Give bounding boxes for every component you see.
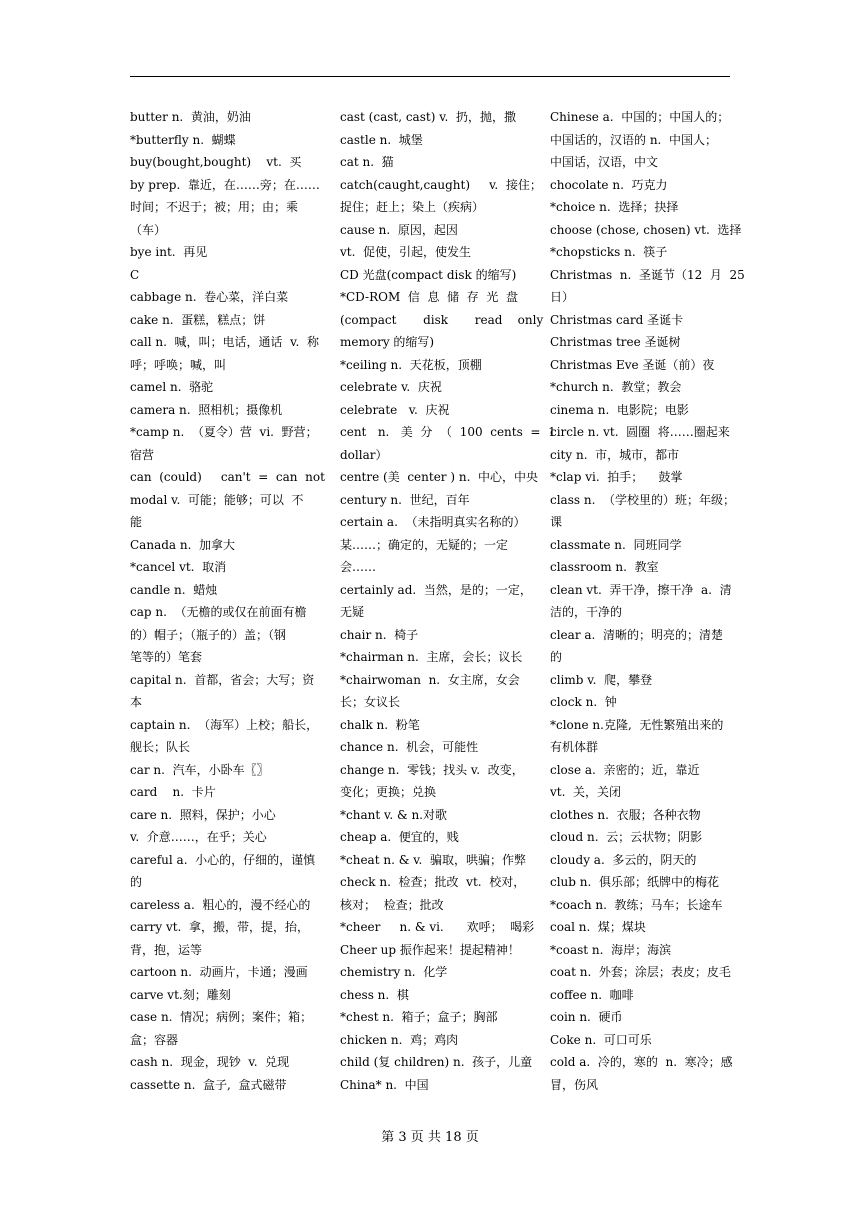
vocab-line: cause n. 原因，起因 — [340, 222, 458, 237]
vocab-line: coffee n. 咖啡 — [550, 987, 634, 1002]
vocab-line: cent n. 美 分 （ 100 cents = 1 — [340, 425, 556, 439]
vocab-line: captain n. （海军）上校；船长， — [130, 717, 319, 732]
vocab-line: chance n. 机会，可能性 — [340, 740, 479, 754]
column-left — [130, 106, 325, 1096]
vocab-line: check n. 检查；批改 vt. 校对， — [340, 875, 526, 889]
vocab-line: Christmas card 圣诞卡 — [550, 312, 684, 327]
vocab-line: *cancel vt. 取消 — [130, 560, 227, 574]
vocab-line: 核对； 检查；批改 — [340, 897, 444, 912]
vocab-line: cloudy a. 多云的，阴天的 — [550, 852, 697, 867]
vocab-line: v. 介意……，在乎；关心 — [130, 830, 267, 844]
vocab-line: classmate n. 同班同学 — [550, 537, 682, 552]
vocab-line: celebrate v. 庆祝 — [340, 380, 442, 394]
vocab-line: *clap vi. 拍手； 鼓掌 — [550, 470, 683, 484]
vocab-line: *chopsticks n. 筷子 — [550, 245, 668, 259]
vocab-line: child (复 children) n. 孩子，儿童 — [340, 1055, 533, 1069]
vocab-line: cheap a. 便宜的，贱 — [340, 830, 459, 844]
vocab-line: *ceiling n. 天花板，顶棚 — [340, 357, 482, 372]
vocab-line: century n. 世纪，百年 — [340, 492, 470, 507]
vocab-line: 无疑 — [340, 605, 365, 619]
vocab-line: camel n. 骆驼 — [130, 380, 214, 394]
vocab-line: change n. 零钱；找头 v. 改变， — [340, 762, 524, 777]
header-rule — [130, 76, 730, 77]
vocab-line: Christmas n. 圣诞节（12 月 25 — [550, 267, 745, 282]
vocab-line: 课 — [550, 515, 563, 529]
vocab-line: CD 光盘(compact disk 的缩写) — [340, 267, 517, 282]
vocab-line: C — [130, 267, 140, 282]
vocab-line: cloud n. 云；云状物；阴影 — [550, 830, 703, 844]
vocab-line: cartoon n. 动画片，卡通；漫画 — [130, 965, 308, 979]
vocab-line: 盒；容器 — [130, 1032, 179, 1047]
vocab-line: celebrate v. 庆祝 — [340, 402, 450, 417]
vocab-line: capital n. 首都，省会；大写；资 — [130, 672, 315, 687]
vocab-line: 的）帽子；（瓶子的）盖；（钢 — [130, 627, 287, 642]
vocab-line: 背，抱，运等 — [130, 942, 203, 957]
vocab-line: *chairman n. 主席，会长；议长 — [340, 650, 523, 664]
vocab-line: *chest n. 箱子；盒子；胸部 — [340, 1010, 498, 1024]
vocab-line: 变化；更换；兑换 — [340, 785, 437, 799]
vocab-line: *coast n. 海岸；海滨 — [550, 942, 672, 957]
vocab-line: cake n. 蛋糕，糕点；饼 — [130, 312, 266, 327]
vocab-line: *church n. 教堂；教会 — [550, 380, 682, 394]
column-middle — [340, 106, 556, 1096]
vocab-line: clock n. 钟 — [550, 695, 617, 709]
vocab-line: Christmas Eve 圣诞（前）夜 — [550, 357, 715, 372]
vocab-line: circle n. vt. 圆圈 将……圈起来 — [550, 425, 730, 439]
vocab-line: call n. 喊，叫；电话，通话 v. 称 — [130, 335, 319, 349]
vocab-line: 日） — [550, 290, 575, 304]
vocab-line: cassette n. 盒子, 盒式磁带 — [130, 1077, 287, 1092]
vocab-line: 时间；不迟于；被；用；由；乘 — [130, 200, 299, 214]
vocab-line: can (could) can't = can not — [130, 470, 325, 484]
vocab-line: cap n. （无檐的或仅在前面有檐 — [130, 605, 307, 619]
vocab-line: 洁的，干净的 — [550, 605, 623, 619]
vocab-line: careful a. 小心的，仔细的，谨慎 — [130, 852, 316, 867]
vocab-line: class n. （学校里的）班；年级； — [550, 492, 736, 507]
vocab-line: cash n. 现金，现钞 v. 兑现 — [130, 1055, 290, 1069]
vocab-line: chalk n. 粉笔 — [340, 717, 420, 732]
vocab-line: chicken n. 鸡；鸡肉 — [340, 1032, 459, 1047]
vocab-line: memory 的缩写) — [340, 335, 435, 349]
vocab-line: *butterfly n. 蝴蝶 — [130, 132, 236, 147]
vocab-line: clothes n. 衣服；各种衣物 — [550, 807, 701, 822]
vocab-line: Canada n. 加拿大 — [130, 537, 236, 552]
vocab-line: cold a. 冷的，寒的 n. 寒冷；感 — [550, 1055, 733, 1069]
vocab-line: *clone n.克隆, 无性繁殖出来的 — [550, 717, 724, 732]
vocab-line: candle n. 蜡烛 — [130, 582, 218, 597]
vocab-line: *choice n. 选择；抉择 — [550, 200, 679, 214]
vocab-line: Coke n. 可口可乐 — [550, 1032, 652, 1047]
vocab-line: *camp n. （夏令）营 vi. 野营； — [130, 425, 318, 439]
vocab-line: Cheer up 振作起来！提起精神！ — [340, 942, 520, 957]
vocab-line: 的 — [130, 875, 143, 889]
vocab-line: catch(caught,caught) v. 接住； — [340, 177, 542, 192]
vocab-line: 的 — [550, 650, 563, 664]
vocab-line: chair n. 椅子 — [340, 627, 419, 642]
vocab-line: cat n. 猫 — [340, 155, 394, 169]
vocab-line: *chant v. & n.对歌 — [340, 807, 447, 822]
vocab-line: vt. 关，关闭 — [550, 785, 622, 799]
vocab-line: (compact disk read only — [340, 312, 544, 327]
vocab-line: clean vt. 弄干净，擦干净 a. 清 — [550, 582, 732, 597]
vocab-line: *chairwoman n. 女主席，女会 — [340, 672, 520, 687]
vocab-line: *CD-ROM 信 息 储 存 光 盘 — [340, 290, 519, 304]
vocab-line: certain a. （未指明真实名称的） — [340, 515, 526, 529]
vocab-line: cabbage n. 卷心菜，洋白菜 — [130, 290, 289, 304]
vocab-line: card n. 卡片 — [130, 785, 216, 799]
vocab-line: certainly ad. 当然，是的；一定， — [340, 582, 532, 597]
vocab-line: *cheer n. & vi. 欢呼； 喝彩 — [340, 920, 535, 934]
vocab-line: coal n. 煤；煤块 — [550, 920, 646, 934]
vocab-line: 能 — [130, 515, 143, 529]
vocab-line: *cheat n. & v. 骗取，哄骗；作弊 — [340, 852, 526, 867]
vocab-line: camera n. 照相机；摄像机 — [130, 402, 283, 417]
vocab-line: 长；女议长 — [340, 695, 401, 709]
vocab-line: 有机体群 — [550, 740, 599, 754]
vocab-line: clear a. 清晰的；明亮的；清楚 — [550, 627, 723, 642]
vocab-line: 本 — [130, 695, 143, 709]
vocab-line: club n. 俱乐部；纸牌中的梅花 — [550, 875, 719, 889]
vocab-line: *coach n. 教练；马车；长途车 — [550, 897, 723, 912]
vocab-line: coin n. 硬币 — [550, 1010, 623, 1024]
vocab-line: 呼；呼唤；喊，叫 — [130, 357, 227, 372]
vocab-line: buy(bought,bought) vt. 买 — [130, 155, 302, 169]
vocab-line: 会…… — [340, 560, 377, 574]
vocab-line: classroom n. 教室 — [550, 560, 659, 574]
vocab-line: cast (cast, cast) v. 扔，抛，撒 — [340, 110, 516, 124]
vocab-line: （车） — [130, 222, 167, 237]
vocab-line: 舰长；队长 — [130, 740, 191, 754]
vocab-line: close a. 亲密的；近，靠近 — [550, 762, 700, 777]
vocab-line: China* n. 中国 — [340, 1077, 429, 1092]
vocab-line: chemistry n. 化学 — [340, 965, 448, 979]
page-footer: 第 3 页 共 18 页 — [381, 1130, 479, 1145]
vocab-line: car n. 汽车，小卧车〖〗 — [130, 762, 269, 777]
vocab-line: 某……；确定的，无疑的；一定 — [340, 537, 509, 552]
vocab-line: 中国话的，汉语的 n. 中国人； — [550, 132, 717, 147]
vocab-line: chocolate n. 巧克力 — [550, 177, 668, 192]
vocab-line: cinema n. 电影院；电影 — [550, 402, 689, 417]
vocab-line: modal v. 可能；能够；可以 不 — [130, 492, 304, 507]
vocab-line: chess n. 棋 — [340, 987, 409, 1002]
column-right — [550, 106, 745, 1096]
vocab-line: care n. 照料，保护；小心 — [130, 807, 276, 822]
vocab-line: dollar） — [340, 447, 388, 462]
vocab-line: by prep. 靠近，在……旁；在…… — [130, 177, 320, 192]
vocab-line: butter n. 黄油，奶油 — [130, 110, 251, 124]
vocab-line: coat n. 外套；涂层；表皮；皮毛 — [550, 965, 731, 979]
vocab-line: case n. 情况；病例；案件；箱； — [130, 1010, 313, 1024]
vocab-line: bye int. 再见 — [130, 245, 208, 259]
vocab-line: 中国话，汉语，中文 — [550, 155, 659, 169]
vocab-line: Christmas tree 圣诞树 — [550, 335, 681, 349]
vocab-line: 冒，伤风 — [550, 1077, 599, 1092]
vocab-line: 捉住；赶上；染上（疾病） — [340, 200, 485, 214]
vocab-line: carry vt. 拿，搬，带，提，抬， — [130, 920, 309, 934]
vocab-line: 宿营 — [130, 447, 155, 462]
vocab-line: climb v. 爬，攀登 — [550, 672, 653, 687]
vocab-line: carve vt.刻；雕刻 — [130, 987, 231, 1002]
vocab-line: centre (美 center ) n. 中心，中央 — [340, 470, 539, 484]
vocab-line: castle n. 城堡 — [340, 132, 423, 147]
vocab-line: choose (chose, chosen) vt. 选择 — [550, 222, 742, 237]
vocab-line: careless a. 粗心的，漫不经心的 — [130, 897, 311, 912]
vocab-line: 笔等的）笔套 — [130, 650, 203, 664]
vocab-line: vt. 促使，引起，使发生 — [340, 245, 472, 259]
vocab-line: Chinese a. 中国的；中国人的； — [550, 110, 730, 124]
vocab-line: city n. 市，城市，都市 — [550, 447, 680, 462]
